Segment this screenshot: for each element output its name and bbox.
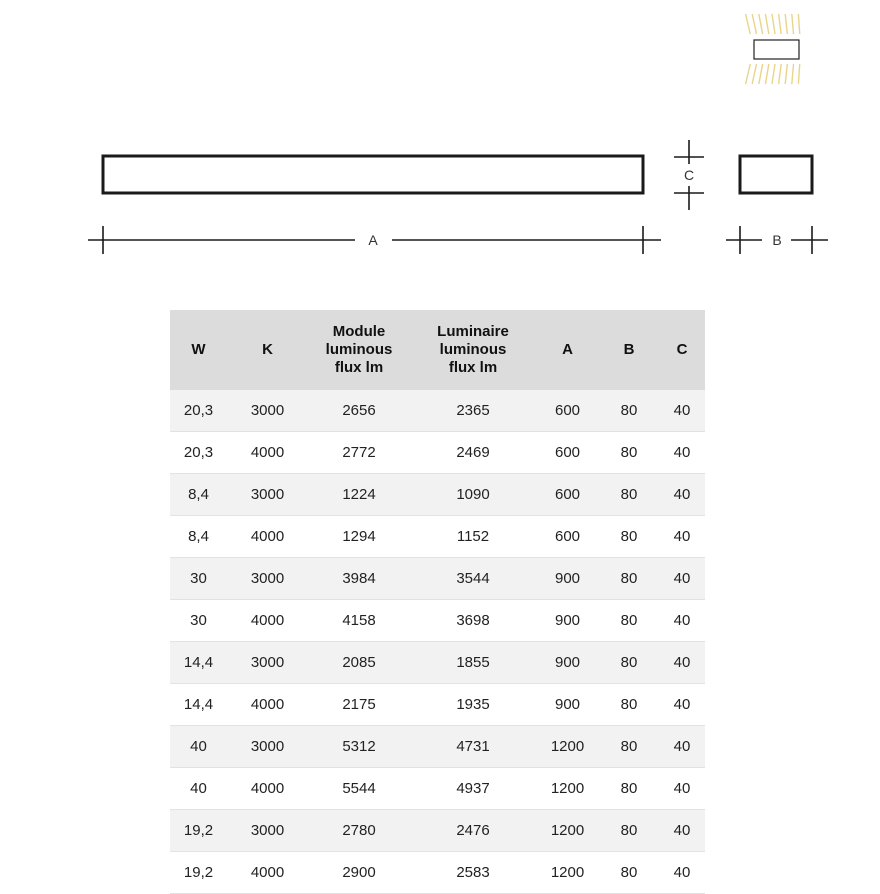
- column-header-text: K: [262, 341, 273, 358]
- table-cell: 4000: [227, 852, 308, 894]
- table-cell: 80: [599, 516, 659, 558]
- double-emission-light-icon: [746, 14, 800, 84]
- table-cell: 2365: [410, 390, 536, 432]
- table-cell: 19,2: [170, 852, 227, 894]
- table-cell: 900: [536, 684, 599, 726]
- table-row: [170, 768, 705, 810]
- table-cell: 80: [599, 600, 659, 642]
- table-cell: 40: [659, 726, 705, 768]
- table-cell: 3000: [227, 642, 308, 684]
- table-cell: 3544: [410, 558, 536, 600]
- table-cell: 80: [599, 768, 659, 810]
- table-cell: 1152: [410, 516, 536, 558]
- column-header-text: Module: [332, 323, 386, 340]
- table-row: [170, 432, 705, 474]
- table-cell: 4731: [410, 726, 536, 768]
- table-cell: 900: [536, 558, 599, 600]
- table-cell: 3000: [227, 474, 308, 516]
- table-cell: 80: [599, 684, 659, 726]
- table-cell: 3000: [227, 558, 308, 600]
- table-cell: 2175: [308, 684, 410, 726]
- table-cell: 2469: [410, 432, 536, 474]
- column-header-text: luminous: [325, 341, 393, 358]
- table-cell: 40: [659, 852, 705, 894]
- table-cell: 3000: [227, 810, 308, 852]
- table-cell: 2085: [308, 642, 410, 684]
- table-cell: 40: [659, 516, 705, 558]
- table-cell: 1935: [410, 684, 536, 726]
- table-cell: 30: [170, 558, 227, 600]
- table-cell: 40: [659, 642, 705, 684]
- table-row: [170, 726, 705, 768]
- table-cell: 1200: [536, 726, 599, 768]
- table-cell: 40: [659, 390, 705, 432]
- table-cell: 40: [659, 558, 705, 600]
- table-cell: 3000: [227, 390, 308, 432]
- table-cell: 1200: [536, 810, 599, 852]
- table-cell: 4000: [227, 432, 308, 474]
- spec-table: [170, 310, 705, 894]
- table-cell: 20,3: [170, 432, 227, 474]
- table-cell: 40: [659, 474, 705, 516]
- table-header-row: [170, 310, 705, 390]
- profile-end-view: [740, 156, 812, 193]
- table-cell: 4000: [227, 516, 308, 558]
- table-cell: 80: [599, 390, 659, 432]
- table-cell: 2583: [410, 852, 536, 894]
- dimension-a-label: A: [368, 232, 378, 248]
- table-cell: 80: [599, 558, 659, 600]
- table-cell: 600: [536, 474, 599, 516]
- column-header-text: Luminaire: [437, 323, 509, 340]
- table-cell: 600: [536, 516, 599, 558]
- table-cell: 40: [170, 768, 227, 810]
- table-cell: 40: [659, 432, 705, 474]
- table-cell: 4000: [227, 600, 308, 642]
- table-cell: 40: [659, 768, 705, 810]
- table-cell: 80: [599, 726, 659, 768]
- table-cell: 2656: [308, 390, 410, 432]
- table-cell: 4158: [308, 600, 410, 642]
- table-cell: 30: [170, 600, 227, 642]
- table-row: [170, 684, 705, 726]
- column-header-text: flux lm: [448, 359, 498, 376]
- table-cell: 4937: [410, 768, 536, 810]
- table-cell: 1224: [308, 474, 410, 516]
- table-cell: 2476: [410, 810, 536, 852]
- column-header-text: W: [191, 341, 206, 358]
- column-header: [308, 310, 410, 390]
- table-cell: 8,4: [170, 516, 227, 558]
- table-cell: 2772: [308, 432, 410, 474]
- table-cell: 4000: [227, 768, 308, 810]
- column-header: [536, 310, 599, 390]
- column-header-text: B: [623, 341, 635, 358]
- table-row: [170, 516, 705, 558]
- table-row: [170, 558, 705, 600]
- table-cell: 14,4: [170, 684, 227, 726]
- table-cell: 4000: [227, 684, 308, 726]
- table-cell: 40: [659, 684, 705, 726]
- column-header: [227, 310, 308, 390]
- dimension-c-label: C: [683, 167, 695, 183]
- table-cell: 40: [659, 810, 705, 852]
- table-cell: 900: [536, 642, 599, 684]
- table-row: [170, 390, 705, 432]
- table-row: [170, 600, 705, 642]
- column-header-text: C: [676, 341, 688, 358]
- table-cell: 2900: [308, 852, 410, 894]
- table-cell: 1294: [308, 516, 410, 558]
- technical-drawing: [0, 0, 880, 300]
- table-cell: 1090: [410, 474, 536, 516]
- table-cell: 5544: [308, 768, 410, 810]
- table-cell: 600: [536, 390, 599, 432]
- dimension-b-label: B: [772, 232, 782, 248]
- profile-side-view: [103, 156, 643, 193]
- table-cell: 3984: [308, 558, 410, 600]
- table-cell: 80: [599, 474, 659, 516]
- table-cell: 1855: [410, 642, 536, 684]
- table-cell: 5312: [308, 726, 410, 768]
- table-cell: 80: [599, 642, 659, 684]
- table-cell: 8,4: [170, 474, 227, 516]
- table-cell: 80: [599, 810, 659, 852]
- table-cell: 20,3: [170, 390, 227, 432]
- column-header-text: A: [562, 341, 573, 358]
- table-row: [170, 852, 705, 894]
- table-cell: 80: [599, 852, 659, 894]
- table-cell: 600: [536, 432, 599, 474]
- column-header: [599, 310, 659, 390]
- column-header: [659, 310, 705, 390]
- column-header-text: luminous: [439, 341, 507, 358]
- table-row: [170, 810, 705, 852]
- table-cell: 1200: [536, 768, 599, 810]
- table-cell: 1200: [536, 852, 599, 894]
- column-header: [170, 310, 227, 390]
- table-cell: 3698: [410, 600, 536, 642]
- table-cell: 80: [599, 432, 659, 474]
- column-header: [410, 310, 536, 390]
- table-cell: 900: [536, 600, 599, 642]
- table-cell: 40: [659, 600, 705, 642]
- table-cell: 40: [170, 726, 227, 768]
- column-header-text: flux lm: [334, 359, 384, 376]
- table-cell: 19,2: [170, 810, 227, 852]
- table-row: [170, 474, 705, 516]
- table-cell: 14,4: [170, 642, 227, 684]
- table-row: [170, 642, 705, 684]
- table-cell: 3000: [227, 726, 308, 768]
- table-cell: 2780: [308, 810, 410, 852]
